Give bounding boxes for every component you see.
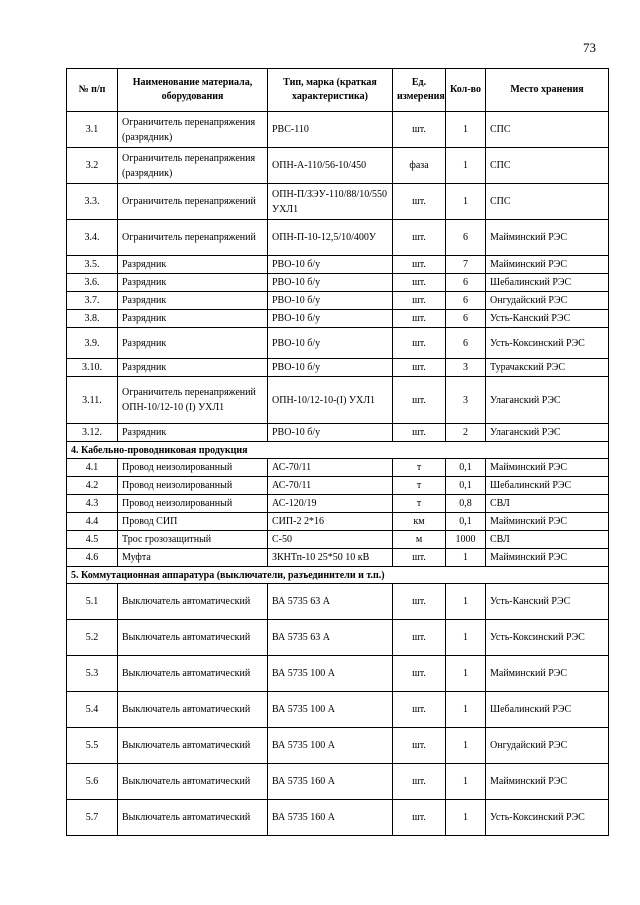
cell-unit: шт. [393,656,446,692]
cell-type: СИП-2 2*16 [268,513,393,531]
cell-type: РВС-110 [268,112,393,148]
cell-name: Разрядник [118,256,268,274]
materials-table [66,68,609,836]
cell-place: Майминский РЭС [486,459,609,477]
cell-name: Ограничитель перенапряжения (разрядник) [118,148,268,184]
cell-num: 3.12. [67,424,118,442]
header-type: Тип, марка (краткая характеристика) [268,69,393,112]
table-row [67,292,609,310]
cell-place: Майминский РЭС [486,656,609,692]
cell-place: Усть-Коксинский РЭС [486,328,609,359]
table-row [67,728,609,764]
cell-unit: шт. [393,328,446,359]
cell-qty: 2 [446,424,486,442]
cell-type: РВО-10 б/у [268,359,393,377]
cell-unit: шт. [393,800,446,836]
cell-qty: 3 [446,359,486,377]
table-row [67,112,609,148]
cell-type: ОПН-А-110/56-10/450 [268,148,393,184]
table-row [67,620,609,656]
header-name: Наименование материала, оборудования [118,69,268,112]
cell-place: Шебалинский РЭС [486,274,609,292]
cell-num: 4.2 [67,477,118,495]
cell-place: Майминский РЭС [486,549,609,567]
cell-type: ОПН-10/12-10-(I) УХЛ1 [268,377,393,424]
cell-qty: 6 [446,292,486,310]
cell-type: ВА 5735 100 А [268,692,393,728]
cell-unit: шт. [393,292,446,310]
cell-name: Выключатель автоматический [118,764,268,800]
cell-num: 3.9. [67,328,118,359]
cell-unit: шт. [393,692,446,728]
cell-unit: км [393,513,446,531]
cell-num: 4.6 [67,549,118,567]
page-number: 73 [583,40,596,55]
cell-type: РВО-10 б/у [268,424,393,442]
cell-unit: шт. [393,359,446,377]
cell-place: Шебалинский РЭС [486,477,609,495]
cell-unit: т [393,459,446,477]
table-row [67,513,609,531]
cell-type: ВА 5735 63 А [268,620,393,656]
cell-name: Выключатель автоматический [118,728,268,764]
cell-qty: 3 [446,377,486,424]
cell-type: ВА 5735 63 А [268,584,393,620]
cell-name: Ограничитель перенапряжений [118,220,268,256]
cell-num: 3.1 [67,112,118,148]
cell-num: 3.2 [67,148,118,184]
cell-num: 4.1 [67,459,118,477]
cell-qty: 1 [446,148,486,184]
cell-num: 3.7. [67,292,118,310]
cell-place: Онгудайский РЭС [486,292,609,310]
cell-qty: 1 [446,184,486,220]
section-row [67,442,609,459]
cell-unit: шт. [393,256,446,274]
table-row [67,477,609,495]
cell-num: 4.3 [67,495,118,513]
cell-type: ЗКНТп-10 25*50 10 кВ [268,549,393,567]
cell-type: ВА 5735 100 А [268,656,393,692]
cell-name: Разрядник [118,274,268,292]
cell-place: Усть-Канский РЭС [486,584,609,620]
cell-qty: 1 [446,112,486,148]
section-row [67,567,609,584]
cell-name: Ограничитель перенапряжения (разрядник) [118,112,268,148]
header-qty: Кол-во [446,69,486,112]
cell-place: Усть-Коксинский РЭС [486,620,609,656]
cell-num: 5.7 [67,800,118,836]
cell-type: С-50 [268,531,393,549]
cell-place: Усть-Канский РЭС [486,310,609,328]
cell-unit: шт. [393,310,446,328]
header-unit: Ед. измерения [393,69,446,112]
cell-place: Майминский РЭС [486,256,609,274]
table-row [67,584,609,620]
table-header-row [67,69,609,112]
cell-type: ВА 5735 160 А [268,800,393,836]
table-row [67,274,609,292]
section-title: 5. Коммутационная аппаратура (выключатели, разъединители и т.п.) [67,567,609,584]
cell-type: РВО-10 б/у [268,256,393,274]
table-row [67,359,609,377]
cell-num: 3.11. [67,377,118,424]
cell-place: СВЛ [486,531,609,549]
cell-qty: 0,8 [446,495,486,513]
table-row [67,377,609,424]
cell-type: ОПН-П-10-12,5/10/400У [268,220,393,256]
cell-qty: 0,1 [446,459,486,477]
table-row [67,256,609,274]
cell-place: Онгудайский РЭС [486,728,609,764]
cell-type: АС-120/19 [268,495,393,513]
cell-qty: 1000 [446,531,486,549]
table-row [67,495,609,513]
table-row [67,656,609,692]
cell-name: Разрядник [118,424,268,442]
cell-name: Провод неизолированный [118,495,268,513]
table-row [67,531,609,549]
cell-unit: т [393,495,446,513]
cell-qty: 1 [446,549,486,567]
cell-name: Провод неизолированный [118,459,268,477]
cell-place: СВЛ [486,495,609,513]
cell-place: Шебалинский РЭС [486,692,609,728]
cell-name: Выключатель автоматический [118,620,268,656]
cell-unit: м [393,531,446,549]
cell-qty: 1 [446,656,486,692]
cell-num: 3.10. [67,359,118,377]
cell-type: ОПН-П/ЗЭУ-110/88/10/550 УХЛ1 [268,184,393,220]
cell-name: Ограничитель перенапряжений [118,184,268,220]
cell-num: 5.1 [67,584,118,620]
cell-unit: шт. [393,620,446,656]
cell-unit: шт. [393,424,446,442]
cell-num: 3.5. [67,256,118,274]
cell-name: Выключатель автоматический [118,656,268,692]
cell-type: ВА 5735 100 А [268,728,393,764]
cell-place: Улаганский РЭС [486,377,609,424]
cell-qty: 6 [446,328,486,359]
cell-name: Выключатель автоматический [118,584,268,620]
cell-num: 3.4. [67,220,118,256]
table-row [67,148,609,184]
cell-name: Ограничитель перенапряжений ОПН-10/12-10 (I) УХЛ1 [118,377,268,424]
cell-name: Выключатель автоматический [118,692,268,728]
table-row [67,184,609,220]
cell-num: 5.3 [67,656,118,692]
cell-name: Муфта [118,549,268,567]
cell-qty: 1 [446,764,486,800]
table-row [67,328,609,359]
cell-place: Турачакский РЭС [486,359,609,377]
cell-name: Разрядник [118,292,268,310]
cell-type: ВА 5735 160 А [268,764,393,800]
cell-unit: шт. [393,764,446,800]
cell-place: Усть-Коксинский РЭС [486,800,609,836]
cell-name: Провод СИП [118,513,268,531]
cell-place: СПС [486,112,609,148]
cell-unit: шт. [393,220,446,256]
header-num: № п/п [67,69,118,112]
cell-unit: шт. [393,728,446,764]
table-row [67,764,609,800]
cell-qty: 1 [446,692,486,728]
cell-place: СПС [486,148,609,184]
table-row [67,800,609,836]
table-row [67,549,609,567]
cell-num: 5.5 [67,728,118,764]
cell-place: СПС [486,184,609,220]
cell-num: 3.6. [67,274,118,292]
cell-type: РВО-10 б/у [268,292,393,310]
cell-unit: шт. [393,184,446,220]
cell-unit: фаза [393,148,446,184]
table-row [67,424,609,442]
cell-num: 5.6 [67,764,118,800]
cell-qty: 6 [446,220,486,256]
cell-num: 3.3. [67,184,118,220]
section-title: 4. Кабельно-проводниковая продукция [67,442,609,459]
cell-type: РВО-10 б/у [268,310,393,328]
cell-name: Провод неизолированный [118,477,268,495]
table-row [67,459,609,477]
cell-unit: шт. [393,584,446,620]
table-row [67,692,609,728]
cell-num: 4.5 [67,531,118,549]
cell-name: Выключатель автоматический [118,800,268,836]
cell-name: Разрядник [118,310,268,328]
cell-unit: шт. [393,274,446,292]
cell-name: Разрядник [118,328,268,359]
cell-qty: 1 [446,584,486,620]
cell-qty: 6 [446,274,486,292]
cell-type: АС-70/11 [268,477,393,495]
cell-name: Разрядник [118,359,268,377]
table-row [67,310,609,328]
cell-qty: 7 [446,256,486,274]
cell-unit: шт. [393,549,446,567]
cell-num: 5.4 [67,692,118,728]
table-row [67,220,609,256]
cell-qty: 1 [446,800,486,836]
cell-num: 3.8. [67,310,118,328]
cell-type: АС-70/11 [268,459,393,477]
cell-qty: 6 [446,310,486,328]
cell-place: Майминский РЭС [486,220,609,256]
cell-place: Улаганский РЭС [486,424,609,442]
cell-unit: шт. [393,112,446,148]
cell-unit: т [393,477,446,495]
cell-num: 4.4 [67,513,118,531]
cell-type: РВО-10 б/у [268,328,393,359]
cell-qty: 1 [446,620,486,656]
cell-place: Майминский РЭС [486,764,609,800]
cell-qty: 0,1 [446,477,486,495]
cell-unit: шт. [393,377,446,424]
cell-num: 5.2 [67,620,118,656]
header-place: Место хранения [486,69,609,112]
cell-qty: 1 [446,728,486,764]
cell-qty: 0,1 [446,513,486,531]
cell-place: Майминский РЭС [486,513,609,531]
cell-name: Трос грозозащитный [118,531,268,549]
cell-type: РВО-10 б/у [268,274,393,292]
